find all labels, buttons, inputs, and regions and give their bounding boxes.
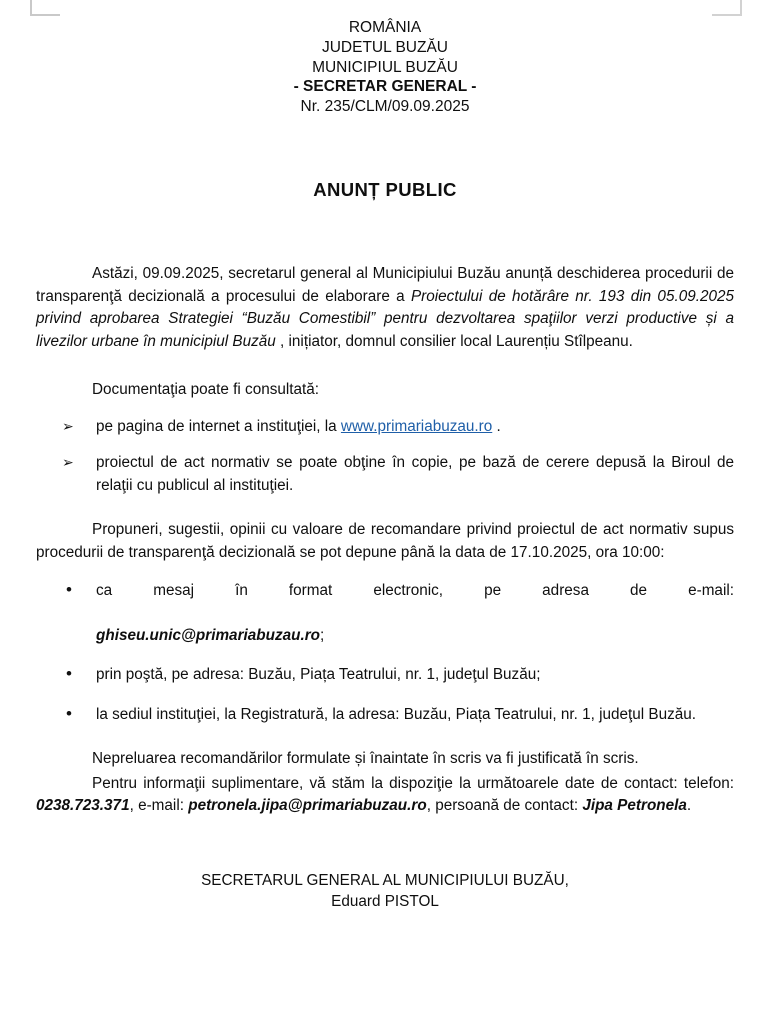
list-item [36,664,734,686]
document-header [36,18,734,117]
intro-project-title: Proiectului de hotărâre nr. 193 din 05.09.2025 privind aprobarea Strategiei “Buzău Comestibil” pentru dezvoltarea spaţiilor verzi productive și a livezilor urbane în municipiul Buzău [36,287,734,350]
list-item [36,416,734,438]
intro-text-before: Astăzi, 09.09.2025, secretarul general al Municipiului Buzău anunță deschiderea procedurii de transparenţă decizională a procesului de elaborare a [36,265,734,305]
closing-text-part-2: , e-mail: [129,797,189,815]
consultation-item-2-text: proiectul de act normativ se poate obţine în copie, pe bază de cerere depusă la Biroul de relaţii cu publicul al instituţiei. [96,454,734,494]
closing-text-part-3: , persoană de contact: [426,797,583,815]
list-item [36,452,734,497]
header-line-role: - SECRETAR GENERAL - [293,78,477,96]
consultation-list [36,416,734,497]
closing-paragraph-1: Nepreluarea recomandărilor formulate și înaintate în scris va fi justificată în scris. [92,750,639,768]
closing-text-part-4: . [686,797,692,815]
institution-website-link[interactable]: www.primariabuzau.ro [340,417,493,435]
consultation-item-1-text-after: . [492,417,501,435]
proposal-item-1-text: • ca mesaj în format electronic, pe adresa de e-mail: [96,581,734,599]
contact-email: petronela.jipa@primariabuzau.ro [188,797,427,815]
closing-text-part-1: Pentru informaţii suplimentare, vă stăm la dispoziţie la următoarele date de contact: telefon: [92,774,734,792]
page-title: ANUNȚ PUBLIC [313,179,457,201]
proposals-lead: Propuneri, sugestii, opinii cu valoare de recomandare privind proiectul de act normativ supus procedurii de transparenţă decizională se pot depune până la data de 17.10.2025, ora 10:00: [36,521,734,561]
list-item [36,704,734,726]
consultation-lead: Documentaţia poate fi consultată: [92,381,320,399]
header-line-county: JUDETUL BUZĂU [321,38,449,56]
header-line-country: ROMÂNIA [348,19,422,36]
list-item [36,580,734,647]
proposals-list [36,580,734,726]
consultation-item-1-text-before: pe pagina de internet a instituţiei, la [96,417,341,435]
contact-phone: 0238.723.371 [36,797,130,815]
header-registration-number: Nr. 235/CLM/09.09.2025 [300,98,470,116]
closing-paragraph-2 [36,773,734,818]
signature-role: SECRETARUL GENERAL AL MUNICIPIULUI BUZĂU, [201,871,569,889]
ghiseu-unic-email: ghiseu.unic@primariabuzau.ro [96,626,321,644]
signature-block [36,870,734,913]
contact-person-name: Jipa Petronela [582,797,687,815]
intro-paragraph [36,263,734,353]
header-line-municipality: MUNICIPIUL BUZĂU [312,58,458,76]
signature-name: Eduard PISTOL [331,893,439,911]
intro-text-after: , inițiator, domnul consilier local Laurențiu Stîlpeanu. [280,332,633,350]
proposal-item-3-text: la sediul instituţiei, la Registratură, la adresa: Buzău, Piața Teatrului, nr. 1, judeţul Buzău. [96,705,697,723]
proposal-item-2-text: prin poştă, pe adresa: Buzău, Piața Teatrului, nr. 1, judeţul Buzău; [96,666,541,684]
proposal-item-1-text-after: ; [320,626,325,644]
